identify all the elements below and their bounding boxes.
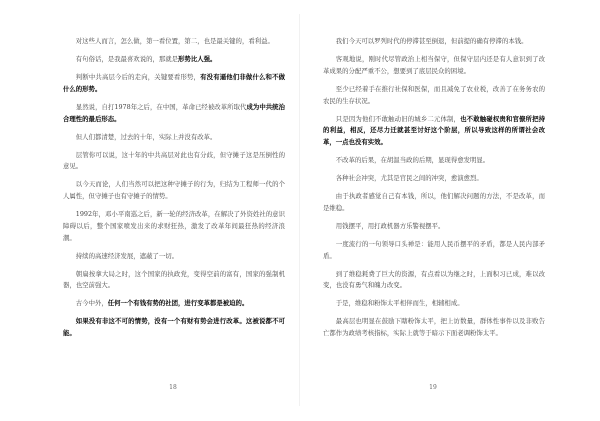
paragraph [323, 298, 545, 310]
paragraph-text: 有句俗话，是我最喜欢说的，那就是 [75, 54, 179, 63]
right-page [323, 36, 545, 346]
paragraph-text: 以今天而论，人们当然可以把这种守摊子的行为，归结为工程师一代的个人属性，但守摊子也有守摊子的情势。 [63, 180, 285, 201]
paragraph-text: 最高层也明显在鼓励下瞎粉饰太平，把上访数量，群体性事件以及非败告亡都作为政绩考核指标，实际上就等于暗示下面老调粉饰太平。 [323, 317, 545, 338]
page-gutter [299, 14, 300, 406]
paragraph [63, 54, 285, 66]
paragraph [63, 269, 285, 293]
paragraph-text: 持续的高速经济发展，遮蔽了一切。 [75, 251, 179, 260]
paragraph [323, 84, 545, 108]
paragraph-text: 于是，维稳和粉饰太平相伴而生，相辅相成。 [335, 299, 464, 308]
paragraph [63, 102, 285, 126]
left-page-number: 18 [169, 384, 177, 391]
paragraph [63, 179, 285, 203]
paragraph-text: 由于执政者感觉自己有本钱，所以，他们解决问题的方法，不是改革，而是维稳。 [323, 192, 545, 212]
paragraph-text: 只是因为他们不敢触动旧的城乡二元体制， [335, 114, 461, 123]
paragraph-text: 到了维稳耗费了巨大的资源，有点看以为继之时，上面积习已成，难以改变，也没有勇气和魄力改变。 [323, 269, 545, 290]
paragraph-text: 各种社会冲突，尤其是官民之间的冲突，愈演愈烈。 [335, 174, 483, 183]
paragraph [323, 269, 545, 293]
left-page [63, 36, 285, 346]
paragraph [63, 132, 285, 144]
paragraph [323, 173, 545, 185]
paragraph-text: 层管你可以说，这十年的中共高层对此也有分歧，但守摊子这是压倒性的意见。 [63, 150, 285, 171]
paragraph-text: 判断中共高层今后的走向，关键要看形势， [75, 72, 201, 81]
paragraph-text: 显然说，自打1978年之后，在中国，革命已经被改革所取代 [75, 102, 247, 111]
paragraph [323, 221, 545, 233]
paragraph [63, 251, 285, 263]
paragraph [63, 150, 285, 174]
paragraph [323, 239, 545, 263]
paragraph [323, 114, 545, 149]
paragraph [63, 72, 285, 96]
paragraph-text: 不改革的后果，在胡温当政的后期，显现得愈发明显。 [335, 156, 490, 165]
paragraph [63, 209, 285, 244]
paragraph [323, 155, 545, 167]
paragraph-text: 但人们都清楚，过去的十年，实际上并没有改革。 [75, 132, 217, 141]
paragraph [323, 36, 545, 48]
paragraph-text: 1992年，邓小平南巡之后，新一轮的经济改革，在解决了外资姓社的意识障碍以后，整个国家喷发出来的求财狂热，激发了改革年间最狂热的经济浪潮。 [63, 210, 285, 242]
paragraph [323, 316, 545, 340]
paragraph [323, 54, 545, 78]
paragraph-text: 客观地说，刚时代尽管政治上相当保守，但保守层内还是有人意识到了改革成果的分配严重不公，想要到了底层民众的困境。 [323, 54, 545, 75]
paragraph-emphasis: 有没有逼他们非做什么和不做什么的形势。 [63, 72, 286, 93]
paragraph-emphasis: 如果没有非这不可的情势，没有一个有财有势会进行改革。这被说都不可能。 [63, 317, 285, 338]
paragraph-text: 我们今天可以罗列时代的停滞甚至倒退，但前提的确有停滞的本钱。 [335, 37, 528, 45]
paragraph-emphasis: 任何一个有钱有势的社团，进行变革都是被迫的。 [107, 299, 249, 308]
paragraph-text: 对这些人而言，怎么做，第一看位置，第二，也是最关键的，看利益。 [75, 37, 274, 45]
paragraph-text: 朝扁按拿大局之时，这个国家的执政党，变得空前的富有，国家的强制机器，也空前强大。 [63, 269, 285, 290]
right-page-number: 19 [429, 384, 437, 391]
paragraph-text: 至少已经着手在推行社保和医保，而且减免了农业税，改善了在务务农的农民的生存状况。 [323, 84, 545, 105]
paragraph-text: 用钱摆平，用打政机器方乐警视摆平。 [335, 221, 445, 230]
paragraph-text: 古今中外， [75, 299, 108, 308]
paragraph-emphasis: 形势比人强。 [178, 54, 217, 63]
paragraph [63, 298, 285, 310]
paragraph [63, 36, 285, 48]
paragraph-emphasis: 也不敢触碰权贵和官僚所把持的利益，相反，还尽力迁就甚至讨好这个阶层，所以导致这样的所谓社会改革，一点也没有实效。 [323, 114, 546, 147]
paragraph-text: 一度流行的一句领导口头禅是：能用人民币摆平的矛盾，都是人民内部矛盾。 [323, 239, 545, 260]
paragraph [323, 191, 545, 215]
paragraph-emphasis: 成为中共统治合理性的最后形态。 [63, 102, 285, 123]
paragraph [63, 316, 285, 340]
